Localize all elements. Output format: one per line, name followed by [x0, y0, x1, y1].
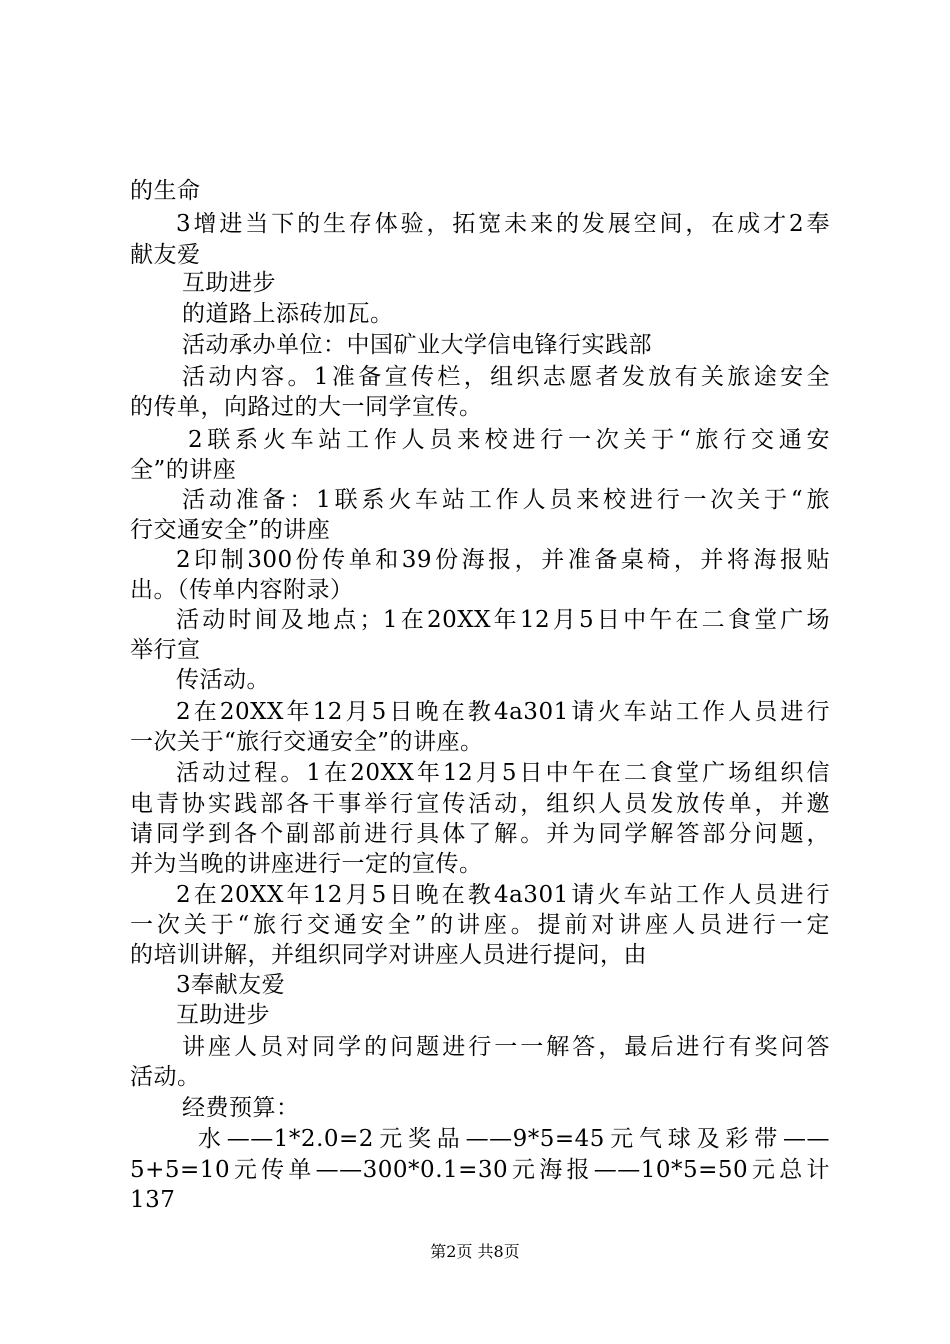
text-line: 举行宣	[130, 637, 201, 663]
text-line: 互助进步	[182, 270, 276, 296]
text-line: 2联系火车站工作人员来校进行一次关于“旅行交通安	[188, 427, 830, 453]
text-line: 水——1*2.0=2元奖品——9*5=45元气球及彩带——	[198, 1126, 830, 1152]
text-line: 的传单，向路过的大一同学宣传。	[130, 394, 483, 420]
text-line: 3奉献友爱	[176, 972, 286, 998]
text-line: 2在20XX年12月5日晚在教4a301请火车站工作人员进行	[176, 699, 830, 725]
page-footer: 第2页 共8页	[430, 1242, 520, 1261]
text-line: 并为当晚的讲座进行一定的宣传。	[130, 851, 483, 877]
text-line: 活动。	[130, 1064, 201, 1090]
text-line: 请同学到各个副部前进行具体了解。并为同学解答部分问题，	[130, 821, 830, 847]
text-line: 活动内容。1准备宣传栏，组织志愿者发放有关旅途安全	[182, 364, 830, 390]
text-line: 行交通安全”的讲座	[130, 517, 331, 543]
text-line: 一次关于“旅行交通安全”的讲座。提前对讲座人员进行一定	[130, 912, 830, 938]
text-line: 5+5=10元传单——300*0.1=30元海报——10*5=50元总计137	[130, 1157, 830, 1213]
text-line: 一次关于“旅行交通安全”的讲座。	[130, 729, 484, 755]
text-line: 活动承办单位：中国矿业大学信电锋行实践部	[182, 332, 652, 358]
text-line: 活动过程。1在20XX年12月5日中午在二食堂广场组织信	[176, 760, 830, 786]
text-line: 的生命	[130, 178, 201, 204]
text-line: 献友爱	[130, 242, 201, 268]
text-line: 的道路上添砖加瓦。	[182, 301, 394, 327]
text-line: 互助进步	[176, 1002, 270, 1028]
text-line: 活动准备：1联系火车站工作人员来校进行一次关于“旅	[182, 487, 830, 513]
text-line: 传活动。	[176, 667, 270, 693]
text-line: 2在20XX年12月5日晚在教4a301请火车站工作人员进行	[176, 882, 830, 908]
text-line: 的培训讲解，并组织同学对讲座人员进行提问，由	[130, 942, 647, 968]
text-line: 经费预算：	[182, 1095, 300, 1121]
text-line: 2印制300份传单和39份海报，并准备桌椅，并将海报贴	[176, 547, 830, 573]
text-line: 全”的讲座	[130, 457, 237, 483]
text-line: 讲座人员对同学的问题进行一一解答，最后进行有奖问答	[182, 1034, 830, 1060]
text-line: 电青协实践部各干事举行宣传活动，组织人员发放传单，并邀	[130, 791, 830, 817]
text-line: 活动时间及地点；1在20XX年12月5日中午在二食堂广场	[176, 607, 830, 633]
text-line: 3增进当下的生存体验，拓宽未来的发展空间，在成才2奉	[176, 211, 830, 237]
text-line: 出。（传单内容附录）	[130, 577, 354, 603]
